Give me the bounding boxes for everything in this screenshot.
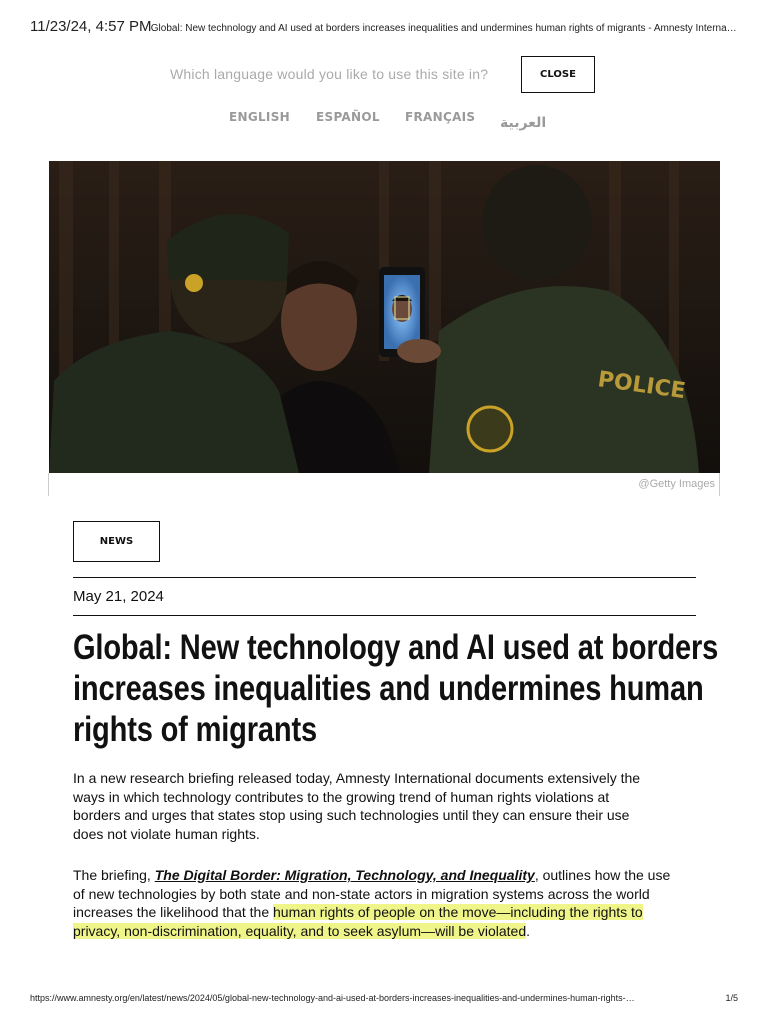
hero-photo-illustration [49,161,720,473]
headline-line: increases inequalities and undermines human [73,669,704,708]
headline-line: rights of migrants [73,710,317,749]
paragraph-line: In a new research briefing released today, Amnesty International documents extensively the [73,770,641,786]
language-prompt: Which language would you like to use this site in? [170,66,489,82]
briefing-paragraph [73,866,713,940]
paragraph-line: borders and urges that states stop using such technologies until they can ensure their use [73,807,630,823]
print-url: https://www.amnesty.org/en/latest/news/2024/05/global-new-technology-and-ai-used-at-borders-increases-inequalities-and-undermines-human-rights-… [30,993,635,1003]
language-french-link[interactable]: FRANÇAIS [405,110,476,124]
highlighted-text: privacy, non-discrimination, equality, and to seek asylum—will be violated [73,922,527,939]
print-title: Global: New technology and AI used at borders increases inequalities and undermines human rights of migrants - Amnesty Interna… [150,23,737,34]
hero-image [49,161,720,473]
image-credit: @Getty Images [638,478,715,490]
paragraph-line: of new technologies by both state and non-state actors in migration systems across the world [73,885,650,902]
police-badge-text: POLICE [596,367,688,405]
print-header [30,18,737,35]
text-fragment: increases the likelihood that the [73,904,274,920]
paragraph-line: ways in which technology contributes to the growing trend of human rights violations at [73,788,610,805]
paragraph-line [73,866,713,885]
print-datetime: 11/23/24, 4:57 PM [30,18,152,35]
print-footer [30,993,738,1003]
highlighted-text: human rights of people on the move—including the rights to [273,904,643,920]
paragraph-line: does not violate human rights. [73,825,260,842]
language-spanish-link[interactable]: ESPAÑOL [316,110,380,124]
close-button[interactable] [521,56,595,93]
page-number: 1/5 [725,993,738,1003]
news-tag-label: NEWS [99,536,134,547]
publish-date: May 21, 2024 [73,588,164,605]
divider-top [73,577,696,578]
article-headline [73,627,719,750]
text-fragment: , outlines how the use [534,867,671,883]
intro-paragraph [73,769,713,843]
text-fragment: The briefing, [73,867,155,883]
paragraph-line [73,922,713,941]
news-tag-button[interactable] [73,521,160,562]
text-fragment: . [526,922,531,939]
language-arabic-link[interactable]: العربية [500,115,547,131]
paragraph-line [73,903,713,922]
close-label: CLOSE [540,69,576,80]
divider-bottom [73,615,696,616]
image-credit-bar [48,473,720,496]
briefing-report-link[interactable]: The Digital Border: Migration, Technology, and Inequality [154,867,535,883]
language-english-link[interactable]: ENGLISH [229,110,290,124]
headline-line: Global: New technology and AI used at borders [73,628,719,667]
